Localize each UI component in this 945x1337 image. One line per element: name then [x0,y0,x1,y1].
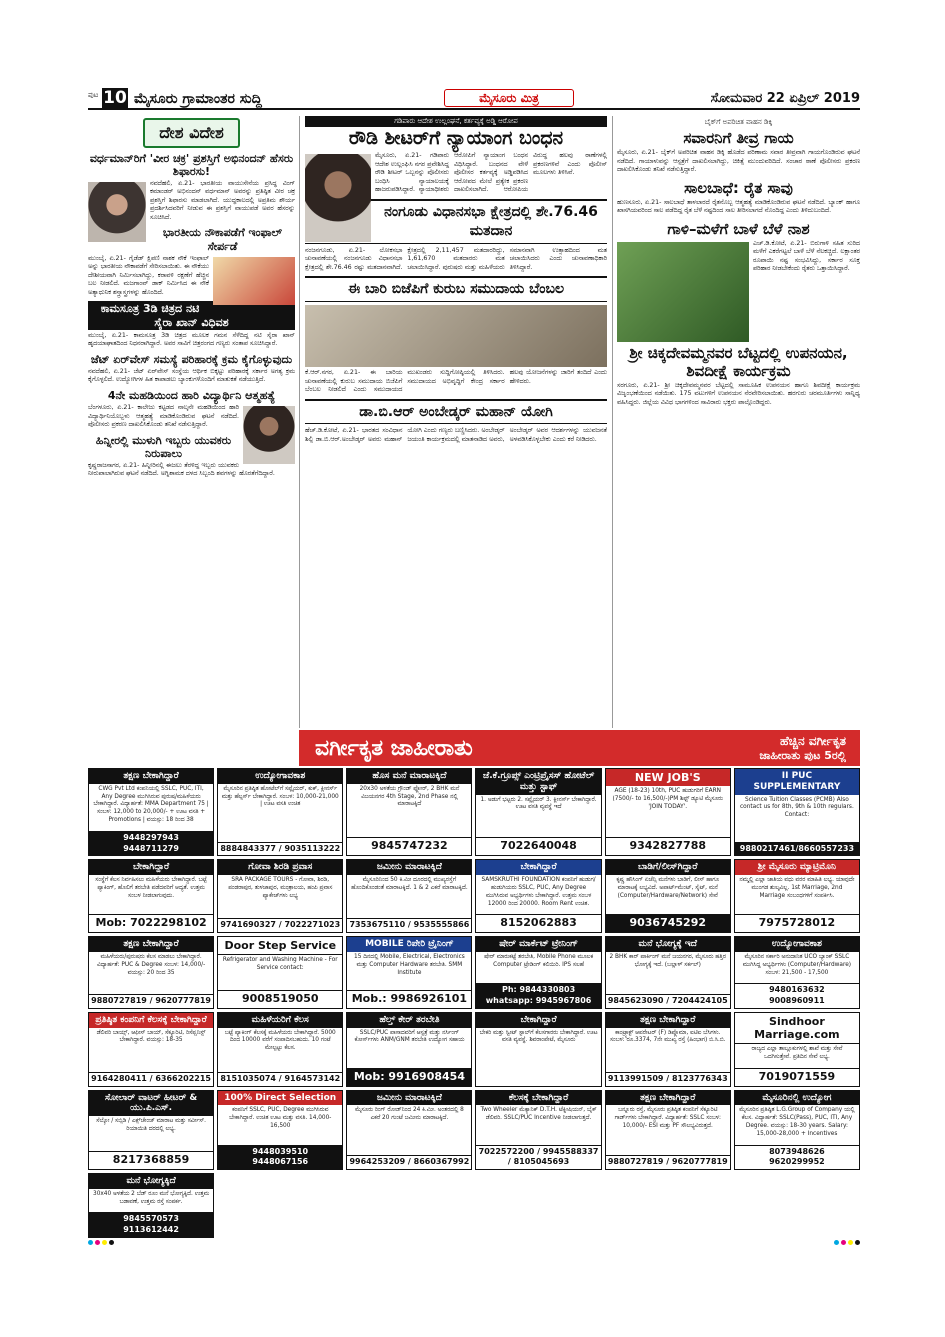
ad-title: ಜಮೀನು ಮಾರಾಟಕ್ಕಿದೆ [347,860,471,875]
classified-ad [88,768,214,856]
classified-ad [217,936,343,1009]
ad-title: ಉದ್ಯೋಗಾವಕಾಶ [218,769,342,784]
press-meet-photo [305,305,607,367]
classifieds-banner [299,730,860,766]
story-body: ಸರಗೂರು, ಏ.21- ಶ್ರೀ ಚಿಕ್ಕದೇವಮ್ಮನವರ ಬೆಟ್ಟದಲ್ಲಿ ಸಾಮೂಹಿಕ ಉಪನಯನ ಹಾಗೂ ಶಿವದೀಕ್ಷೆ ಕಾರ್ಯಕ್ರಮ ವಿಜೃಂಭಣೆಯಿಂದ ನಡೆಯಿತು. 175 ವಟುಗಳಿಗೆ ಉಪನಯನ ನೆರವೇರಿಸಲಾಯಿತು. ಹರಗುರು ಚರಮೂರ್ತಿಗಳು ಸಾನ್ನಿಧ್ಯ ವಹಿಸಿದ್ದರು. ಜಿಲ್ಲೆಯ ವಿವಿಧ ಭಾಗಗಳಿಂದ ಸಾವಿರಾರು ಭಕ್ತರು ಪಾಲ್ಗೊಂಡಿದ್ದರು. [617,381,860,406]
ad-body: ಮೈಸೂರಿನಿಂದ 50 ಕಿ.ಮೀ ದೂರದಲ್ಲಿ ಮುಖ್ಯರಸ್ತೆಗೆ ಹೊಂದಿಕೊಂಡಂತೆ ಮಾರಾಟಕ್ಕಿದೆ. 1 & 2 ಎಕರೆ ಮಾರಾಟಕ್ಕಿದೆ. [351,877,468,891]
classified-ad [88,1012,214,1087]
ad-body: CWG Pvt Ltd ಕಂಪನಿಯಲ್ಲಿ SSLC, PUC, ITI, Any Degree ಮುಗಿಸಿರುವ ಪುರುಷ/ಮಹಿಳೆಯರು ಬೇಕಾಗಿದ್ದಾರೆ. ವಿದ್ಯಾರ್ಹತೆ: MMA Department 75 | ಸಂಬಳ: 12,000 to 20,000/- + ಊಟ ವಸತಿ + Promotions | ವಯಸ್ಸು: 18 ರಿಂದ 38 [93,785,209,824]
ad-body: ಬನ್ನೂರು ರಸ್ತೆ, ಮೈಸೂರು ಪ್ರತಿಷ್ಠಿತ ಕಂಪನಿಗೆ ಸೆಕ್ಯೂರಿಟಿ ಗಾರ್ಡ್‌ಗಳು ಬೇಕಾಗಿದ್ದಾರೆ. ವಿದ್ಯಾರ್ಹತೆ: SSLC ಸಂಬಳ: 10,000/- ESI ಮತ್ತು PF ಸೌಲಭ್ಯವಿರುತ್ತದೆ. [614,1107,721,1129]
ad-title: ಮಹಿಳೆಯರಿಗೆ ಕೆಲಸ [218,1013,342,1028]
abhinandan-photo [88,182,146,242]
section-banner [100,118,283,148]
ad-title: ಹೆಲ್ತ್ ಕೇರ್ ತರಬೇತಿ [347,1013,471,1028]
ad-title: Door Step Service [218,937,342,955]
ad-title: ಉದ್ಯೋಗಾವಕಾಶ [735,937,859,952]
cmyk-marks-right [834,1240,860,1245]
ad-title: ತಕ್ಷಣ ಬೇಕಾಗಿದ್ದಾರೆ [89,937,213,952]
paper-name: ಮೈಸೂರು ಗ್ರಾಮಾಂತರ ಸುದ್ದಿ [134,91,262,107]
ad-phone: 9880727819 / 9620777819 [606,1155,730,1169]
classified-ads-grid [88,768,860,1238]
story-headline: ರೌಡಿ ಶೀಟರ್‌ಗೆ ನ್ಯಾಯಾಂಗ ಬಂಧನ [348,127,564,150]
ad-title: ಬೇಕಾಗಿದ್ದಾರೆ [476,860,600,875]
ad-title: ತಕ್ಷಣ ಬೇಕಾಗಿದ್ದಾರೆ [89,769,213,784]
classified-ad [217,859,343,933]
classified-ad [734,859,860,933]
ad-title: ಮನೆ ಭೋಗ್ಯಕ್ಕೆ ಇದೆ [606,937,730,952]
story-body: ಕೃಷ್ಣರಾಜಸಾಗರ, ಏ.21- ಹಿನ್ನೀರಿನಲ್ಲಿ ಈಜಲು ತೆರಳಿದ್ದ ಇಬ್ಬರು ಯುವಕರು ನೀರುಪಾಲಾಗಿರುವ ಘಟನೆ ನಡೆದಿದೆ. ಅಗ್ನಿಶಾಮಕ ದಳದ ಸಿಬ್ಬಂದಿ ಶವಗಳನ್ನು ಹೊರತೆಗೆದಿದ್ದಾರೆ. [88,461,275,478]
classified-ad [605,1012,731,1087]
classified-ad [88,1173,214,1238]
ad-phone: 7353675110 / 9535555866 [347,918,471,932]
ad-title: ಜೆ.ಕೆ.ಗ್ರೂಪ್ಸ್ ಎಂಟ್ರಿಪ್ರೈಸಸ್ ಹೋಟೆಲ್ ಮತ್ತು ಸ್ಟಾಫ್ [476,769,600,795]
ad-phone: Mob: 9916908454 [347,1068,471,1086]
ship-photo [213,257,295,305]
classifieds-subtitle: ಹೆಚ್ಚಿನ ವರ್ಗೀಕೃತ [779,734,846,748]
ad-body: ಸೆಲ್ಕೋ / ಸಬ್ಸಿಡಿ / ಎಕ್ಸ್‌ಚೇಂಜ್ ಮಾರಾಟ ಮತ್ತು ಸರ್ವೀಸ್. ರಿಯಾಯಿತಿ ದರದಲ್ಲಿ ಲಭ್ಯ. [96,1118,206,1132]
ad-body: 15 ದಿನದಲ್ಲಿ Mobile, Electrical, Electronics ಮತ್ತು Computer Hardware ತರಬೇತಿ. SMM Institute [354,953,465,976]
story-body: ಮೈಸೂರು, ಏ.21- ಗಡಿಪಾರು ಆದೇಶ ಉಲ್ಲಂಘಿಸಿ ನಗರ ಪ್ರವೇಶಿಸಿದ್ದ ರೌಡಿ ಶೀಟರ್ ಒಬ್ಬನನ್ನು ಪೊಲೀಸರು ಬಂಧಿಸಿ ನ್ಯಾಯಾಲಯಕ್ಕೆ ಹಾಜರುಪಡಿಸಿದ್ದಾರೆ. ನ್ಯಾಯಾಧೀಶರು ಆರೋಪಿಗೆ ನ್ಯಾಯಾಂಗ ಬಂಧನ ವಿಧಿಸಿದ್ದಾರೆ. ಬಂಧನದ ವೇಳೆ ಪೊಲೀಸರ ಕರ್ತವ್ಯಕ್ಕೆ ಅಡ್ಡಿಪಡಿಸಿದ ಆರೋಪದ ಮೇಲೆ ಪ್ರತ್ಯೇಕ ಪ್ರಕರಣ ದಾಖಲಿಸಲಾಗಿದೆ. ಆರೋಪಿಯ ವಿರುದ್ಧ ಹಲವು ಠಾಣೆಗಳಲ್ಲಿ ಪ್ರಕರಣಗಳಿವೆ ಎಂದು ಪೊಲೀಸ್ ಮೂಲಗಳು ತಿಳಿಸಿವೆ. [375,152,607,194]
story-banana-crop [617,220,860,274]
story-headline: ಈ ಬಾರಿ ಬಿಜೆಪಿಗೆ ಕುರುಬ ಸಮುದಾಯ ಬೆಂಬಲ [305,276,607,302]
ad-title: ತಕ್ಷಣ ಬೇಕಾಗಿದ್ದಾರೆ [606,1091,730,1106]
ad-phone: 7975728012 [735,914,859,932]
ad-phone: Mob.: 9986926101 [347,990,471,1008]
classified-ad [475,936,601,1009]
classified-ad [346,859,472,933]
ad-body: 20x30 ಅಳತೆಯ ಗ್ರೌಂಡ್ ಫ್ಲೋರ್, 2 BHK ಮನೆ ವಿಜಯನಗರ 4th Stage, 2nd Phase ನಲ್ಲಿ ಮಾರಾಟಕ್ಕಿದೆ [359,785,460,808]
ad-title: ಬಾಡಿಗೆ/ಲೀಸ್‌ಗಿದ್ದಾರೆ [606,860,730,875]
ad-title: 100% Direct Selection [218,1091,342,1106]
story-headline: ವರ್ಧಮಾನ್‌ರಿಗೆ 'ವೀರ ಚಕ್ರ' ಪ್ರಶಸ್ತಿಗೆ ಅಭಿನಂದನ್ ಹೆಸರು ಶಿಫಾರಸು! [89,151,294,178]
ad-body: ಕಾಂಟ್ರ್ಯಾಕ್ಟ್ ಆಪರೇಟರ್ (F) ಡಿಪ್ಲೊಮಾ, ಐಟಿಐ ಬೆಸಿಗಳು. ಸಂಬಳ: ರೂ.3374, 7ನೇ ಮುಖ್ಯ ರಸ್ತೆ (ಹಿಂಭಾಗ) ಬಿ.ಸಿ.ಬಿ. [609,1029,726,1044]
ad-phone: 7019071559 [735,1068,859,1086]
ad-phone: 9741690327 / 7022271023 [218,918,342,932]
story-body: ಮೈಸೂರು, ಏ.21- ಬೈಕ್‌ಗೆ ಅಪರಿಚಿತ ವಾಹನ ಡಿಕ್ಕಿ ಹೊಡೆದ ಪರಿಣಾಮ ಸವಾರ ತೀವ್ರವಾಗಿ ಗಾಯಗೊಂಡಿರುವ ಘಟನೆ ನಡೆದಿದೆ. ಗಾಯಾಳುವನ್ನು ಆಸ್ಪತ್ರೆಗೆ ದಾಖಲಿಸಲಾಗಿದ್ದು, ಚಿಕಿತ್ಸೆ ಮುಂದುವರಿದಿದೆ. ಸಂಚಾರ ಠಾಣೆ ಪೊಲೀಸರು ಪ್ರಕರಣ ದಾಖಲಿಸಿಕೊಂಡು ತನಿಖೆ ನಡೆಸುತ್ತಿದ್ದಾರೆ. [617,149,860,174]
ad-phone: 9480163632 9008960911 [735,983,859,1008]
story-body: ನವದೆಹಲಿ, ಏ.21- ಭಾರತೀಯ ವಾಯುಸೇನೆಯ ಪ್ರಸಿದ್ಧ ವಿಂಗ್ ಕಮಾಂಡರ್ ಅಭಿನಂದನ್ ವರ್ಧಮಾನ್ ಅವರನ್ನು ಪ್ರತಿಷ್ಠಿತ ವೀರ ಚಕ್ರ ಪ್ರಶಸ್ತಿಗೆ ಶಿಫಾರಸು ಮಾಡಲಾಗಿದೆ. ಯುದ್ಧಕಾಲದಲ್ಲಿ ಅಪ್ರತಿಮ ಶೌರ್ಯ ಪ್ರದರ್ಶಿಸಿದವರಿಗೆ ನೀಡುವ ಈ ಪ್ರಶಸ್ತಿಗೆ ವಾಯುಪಡೆ ಅವರ ಹೆಸರನ್ನು ಸೂಚಿಸಿದೆ. [150,179,295,221]
story-rowdy-sheeter [305,128,607,194]
ad-body: ಸಂಸ್ಥೆಗೆ ಕೆಲಸ ನಿರ್ವಹಿಸಲು ಮಹಿಳೆಯರು ಬೇಕಾಗಿದ್ದಾರೆ. ಬಟ್ಟೆ ಪ್ಯಾಕಿಂಗ್, ಹೊಲಿಗೆ ತರಬೇತಿ ಪಡೆದವರಿಗೆ ಆದ್ಯತೆ. ಉತ್ತಮ ಸಂಬಳ ನೀಡಲಾಗುವುದು. [95,877,207,899]
classified-ad [88,1090,214,1171]
ad-title: ತಕ್ಷಣ ಬೇಕಾಗಿದ್ದಾರೆ [606,1013,730,1028]
classified-ad [88,859,214,933]
ad-phone: 9448297943 9448711279 [89,831,213,856]
ad-phone: 8152062883 [476,914,600,932]
story-headline: ಶ್ರೀ ಚಿಕ್ಕದೇವಮ್ಮನವರ ಬೆಟ್ಟದಲ್ಲಿ ಉಪನಯನ, ಶಿವದೀಕ್ಷೆ ಕಾರ್ಯಕ್ರಮ [629,343,848,380]
story-body: ಹೆಚ್.ಡಿ.ಕೋಟೆ, ಏ.21- ಭಾರತದ ಸಂವಿಧಾನ ಶಿಲ್ಪಿ ಡಾ.ಬಿ.ಆರ್.ಅಂಬೇಡ್ಕರ್ ಅವರು ಮಹಾನ್ ಯೋಗಿ ಎಂದು ಗಣ್ಯರು ಬಣ್ಣಿಸಿದರು. ಅಂಬೇಡ್ಕರ್ ಜಯಂತಿ ಕಾರ್ಯಕ್ರಮದಲ್ಲಿ ಮಾತನಾಡಿದ ಅವರು, ಅಂಬೇಡ್ಕರ್ ಅವರ ಆದರ್ಶಗಳನ್ನು ಯುವಜನತೆ ಅಳವಡಿಸಿಕೊಳ್ಳಬೇಕು ಎಂದು ಕರೆ ನೀಡಿದರು. [305,427,607,443]
classified-ad [475,859,601,933]
ad-phone: 9036745292 [606,914,730,932]
story-bike-accident [617,129,860,175]
story-headline: ಜೆಟ್ ಏರ್‌ವೇಸ್ ಸಮಸ್ಯೆ ಪರಿಹಾರಕ್ಕೆ ಕ್ರಮ ಕೈಗೊಳ್ಳುವುದು [90,352,293,366]
story-headline: ಭಾರತೀಯ ನೌಕಾಪಡೆಗೆ ಇಂಫಾಲ್ ಸೇರ್ಪಡೆ [162,226,283,253]
ad-phone: 9113991509 / 8123776343 [606,1072,730,1086]
ad-body: SSLC/PUC ಪಾಸಾದವರಿಗೆ ಆಸ್ಪತ್ರೆ ಮತ್ತು ನರ್ಸಿಂಗ್ ಕೋರ್ಸ್‌ಗಳು ANM/GNM ತರಬೇತಿ ಉದ್ಯೋಗ ಸಹಾಯ [354,1029,465,1044]
story-headline: ಸಾಲಬಾಧೆ: ರೈತ ಸಾವು [684,178,793,197]
story-headline: ಡಾ.ಬಿ.ಆರ್ ಅಂಬೇಡ್ಕರ್ ಮಹಾನ್ ಯೋಗಿ [305,399,607,425]
story-ambedkar [305,399,607,445]
ad-body: ಷೇರ್ ಮಾರುಕಟ್ಟೆ ತರಬೇತಿ, Mobile Phone ಮೂಲಕ Computer ಟ್ರೇಡಿಂಗ್ ಕಲಿಯಿರಿ. IPS ಸಲಹೆ [484,953,594,968]
story-kuruba [305,276,607,394]
classified-ad [217,1012,343,1087]
ad-body: ಬಟ್ಟೆ ಪ್ಯಾಕಿಂಗ್ ಕೆಲಸಕ್ಕೆ ಮಹಿಳೆಯರು ಬೇಕಾಗಿದ್ದಾರೆ. 5000 ದಿಂದ 10000 ವರೆಗೆ ಸಂಪಾದಿಸಬಹುದು. 10 ಗಂಟೆ ಮೇಲ್ಪಟ್ಟು ಕೆಲಸ. [224,1029,336,1052]
classified-ad [346,1090,472,1171]
ad-phone: 9845570573 9113612442 [89,1212,213,1237]
ad-body: ರಾಜ್ಯದ ಎಲ್ಲಾ ತಾಲ್ಲೂಕುಗಳಲ್ಲಿ ಶಾಖೆ ಮತ್ತು ಸೇವೆ ಒದಗಿಸುತ್ತೇವೆ. ಪ್ರತಿದಿನ ಸೇವೆ ಲಭ್ಯ. [751,1046,843,1061]
masthead-logo: ಮೈಸೂರು ಮಿತ್ರ [444,89,574,107]
student-photo [243,406,295,464]
ad-body: AGE (18-23) 10th, PUC ಹುಡುಗರಿಗೆ EARN (7500/- to 16,500/-)PM ಶಿಫ್ಟ್ ಡ್ಯೂಟಿ ಮೈಸೂರು 'JOIN TODAY'. [612,788,723,810]
ad-body: ಮೈಸೂರಿನ ಪ್ರತಿಷ್ಠಿತ L.G.Group of Company ಯಲ್ಲಿ ಕೆಲಸ. ವಿದ್ಯಾರ್ಹತೆ: SSLC(Pass), PUC, ITI, Any Degree. ವಯಸ್ಸು: 18-30 years. Salary: 15,000-28,000 + Incentives [739,1107,855,1137]
classified-ad [734,1012,860,1087]
cmyk-marks-left [88,1240,114,1245]
classified-ad [217,1090,343,1171]
ad-phone: 9845747232 [347,837,471,855]
ad-body: 2 BHK ಕಾರ್ ಪಾರ್ಕಿಂಗ್ ಮನೆ ಜಯನಗರ, ಮೈಸೂರು ಹತ್ತಿರ ಭೋಗ್ಯಕ್ಕೆ ಇದೆ. (ಬಲ್ಲಾಳ್ ಸರ್ಕಲ್) [609,953,726,968]
story-abhinandan [88,152,295,223]
page-number: 10 [103,88,127,108]
classified-ad [475,1090,601,1171]
ad-phone: Ph: 9844330803 whatsapp: 9945967806 [476,983,600,1008]
classified-ad [734,1090,860,1171]
ad-body: SAMSKRUTHI FOUNDATION ಕಂಪನಿಗೆ ಹುಡುಗ/ಹುಡುಗಿಯರು SSLC, PUC, Any Degree ಮುಗಿಸಿರುವ ಅಭ್ಯರ್ಥಿಗಳು ಬೇಕಾಗಿದ್ದಾರೆ. ಉತ್ತಮ ಸಂಬಳ 12000 ರಿಂದ 20000. Room Rent ಉಚಿತ. [481,877,596,907]
section-title: ದೇಶ ವಿದೇಶ [143,118,240,148]
story-saira-khan [88,301,295,348]
story-body: ಹುಣಸೂರು, ಏ.21- ಸಾಲಬಾಧೆ ತಾಳಲಾರದೆ ರೈತನೊಬ್ಬ ಆತ್ಮಹತ್ಯೆ ಮಾಡಿಕೊಂಡಿರುವ ಘಟನೆ ನಡೆದಿದೆ. ಬ್ಯಾಂಕ್ ಹಾಗೂ ಖಾಸಗಿಯವರಿಂದ ಸಾಲ ಪಡೆದಿದ್ದ ರೈತ ಬೆಳೆ ನಷ್ಟದಿಂದ ಸಾಲ ತೀರಿಸಲಾಗದೆ ನೊಂದಿದ್ದ ಎಂದು ತಿಳಿದುಬಂದಿದೆ. [617,198,860,215]
story-headline: ಗಾಳಿ–ಮಳೆಗೆ ಬಾಳೆ ಬೆಳೆ ನಾಶ [667,219,810,238]
ad-phone: 9845623090 / 7204424105 [606,994,730,1008]
ad-title: ಕೆಲಸಕ್ಕೆ ಬೇಕಾಗಿದ್ದಾರೆ [476,1091,600,1106]
page-header [88,88,860,110]
page-label: ಪುಟ [88,91,99,99]
ad-body: ಮೈಸೂರು ರಿಂಗ್ ರೋಡ್‌ನಿಂದ 24 ಕಿ.ಮೀ. ಅಂತರದಲ್ಲಿ 8 ಎಕರೆ 20 ಗುಂಟೆ ಜಮೀನು ಮಾರಾಟಕ್ಕಿದೆ. [354,1107,464,1122]
classified-ad [605,1090,731,1171]
classified-ad [734,768,860,856]
classified-ad [475,768,601,856]
classified-ad [475,1012,601,1087]
story-headline: ಸವಾರನಿಗೆ ತೀವ್ರ ಗಾಯ [683,129,794,148]
ad-title: ಬೇಕಾಗಿದ್ದಾರೆ [89,860,213,875]
print-marks [88,1240,860,1248]
classifieds-page-ref: ಜಾಹೀರಾತು ಪುಟ 5ರಲ್ಲಿ [759,749,846,762]
ad-phone: Mob: 7022298102 [89,914,213,932]
crop-photo [617,242,749,342]
story-body: ಮುಂಬೈ, ಏ.21- ಕಾಮಸೂತ್ರ 3ಡಿ ಚಿತ್ರದ ಮೂಲಕ ಗಮನ ಸೆಳೆದಿದ್ದ ನಟಿ ಸೈರಾ ಖಾನ್ ಹೃದಯಾಘಾತದಿಂದ ನಿಧನರಾಗಿದ್ದಾರೆ. ಅವರ ಸಾವಿಗೆ ಚಿತ್ರರಂಗದ ಗಣ್ಯರು ಸಂತಾಪ ಸೂಚಿಸಿದ್ದಾರೆ. [88,331,295,348]
story-headline: 4ನೇ ಮಹಡಿಯಿಂದ ಹಾರಿ ವಿದ್ಯಾರ್ಥಿನಿ ಆತ್ಮಹತ್ಯೆ [107,388,276,402]
ad-body: 30x40 ಅಳತೆಯ 2 ಬೆಡ್ ರೂಂ ಮನೆ ಭೋಗ್ಯಕ್ಕಿದೆ. ಉತ್ತಮ ಬಡಾವಣೆ, ಉತ್ತಮ ರಸ್ತೆ ಸಂಪರ್ಕ. [93,1190,210,1205]
ad-title: ಮನೆ ಭೋಗ್ಯಕ್ಕಿದೆ [89,1174,213,1189]
classified-ad [217,768,343,856]
story-body: ಎಚ್.ಡಿ.ಕೋಟೆ, ಏ.21- ಬಿರುಗಾಳಿ ಸಹಿತ ಸುರಿದ ಮಳೆಗೆ ಎಕರೆಗಟ್ಟಲೆ ಬಾಳೆ ಬೆಳೆ ನೆಲಕಚ್ಚಿದೆ. ಲಕ್ಷಾಂತರ ರೂಪಾಯಿ ನಷ್ಟ ಸಂಭವಿಸಿದ್ದು, ಸರ್ಕಾರ ಸೂಕ್ತ ಪರಿಹಾರ ನೀಡಬೇಕೆಂದು ರೈತರು ಒತ್ತಾಯಿಸಿದ್ದಾರೆ. [753,239,860,273]
ad-body: ನಮ್ಮಲ್ಲಿ ಎಲ್ಲಾ ಜಾತಿಯ ವಧು ವರರ ಮಾಹಿತಿ ಲಭ್ಯ. ಯಾವುದೇ ಮುಂಗಡ ಶುಲ್ಕವಿಲ್ಲ. 1st Marriage, 2nd Marriage ಸಂಬಂಧಗಳಿಗೆ ಸಂಪರ್ಕಿಸಿ. [739,877,855,899]
story-body: ನವದೆಹಲಿ, ಏ.21- ಜೆಟ್ ಏರ್‌ವೇಸ್ ಸಂಸ್ಥೆಯ ಆರ್ಥಿಕ ಬಿಕ್ಕಟ್ಟು ಪರಿಹಾರಕ್ಕೆ ಸರ್ಕಾರ ಅಗತ್ಯ ಕ್ರಮ ಕೈಗೊಳ್ಳಲಿದೆ. ಉದ್ಯೋಗಿಗಳ ಹಿತ ಕಾಪಾಡಲು ಬ್ಯಾಂಕುಗಳೊಂದಿಗೆ ಮಾತುಕತೆ ನಡೆಯುತ್ತಿದೆ. [88,367,295,384]
classified-ad [346,768,472,856]
ad-body: ಮೈಸೂರಿನ ಪ್ರತಿಷ್ಠಿತ ಹೋಟೆಲ್‌ಗೆ ಸಪ್ಲೈಯರ್, ಕುಕ್, ಕ್ಲೀನರ್ಸ್ ಮತ್ತು ಹೆಲ್ಪರ್ಸ್ ಬೇಕಾಗಿದ್ದಾರೆ. ಸಂಬಳ: 10,000-21,000 | ಊಟ ವಸತಿ ಉಚಿತ [221,785,339,808]
ad-title: ಜಮೀನು ಮಾರಾಟಕ್ಕಿದೆ [347,1091,471,1106]
ad-phone: 7022572200 / 9945588337 / 8105045693 [476,1145,600,1170]
ad-body: ಕಂಪನಿಗೆ SSLC, PUC, Degree ಮುಗಿಸಿರುವ ಬೇಕಾಗಿದ್ದಾರೆ. ಉಚಿತ ಊಟ ಮತ್ತು ವಸತಿ. 14,000-16,500 [229,1107,332,1129]
ad-body: ಮೈಸೂರಿನ ಸರ್ಕಾರಿ ಅನುದಾನಿತ UCO ಬ್ಯಾಂಕ್ SSLC ಮುಗಿಸಿದ್ದ ಅಭ್ಯರ್ಥಿಗಳು (Computer/Hardware) ಸಂಬಳ: 21,500 - 17,500 [742,953,852,976]
story-ribbon: ಗಡಿಪಾರು ಆದೇಶ ಉಲ್ಲಂಘನೆ, ಕರ್ತವ್ಯಕ್ಕೆ ಅಡ್ಡಿ ಆರೋಪ [305,116,607,127]
classified-ad [346,1012,472,1087]
ad-body: Science Tuition Classes (PCMB) Also contact us for 8th, 9th & 10th regulars. Contact: [740,796,854,819]
ad-phone: 8217368859 [89,1151,213,1169]
ad-title: ಪ್ರತಿಷ್ಠಿತ ಕಂಪನಿಗೆ ಕೆಲಸಕ್ಕೆ ಬೇಕಾಗಿದ್ದಾರೆ [89,1013,213,1028]
ad-phone: 9448039510 9448067156 [218,1145,342,1170]
ad-phone: 9964253209 / 8660367992 [347,1155,471,1169]
ad-phone: 9342827788 [606,837,730,855]
left-column [88,116,295,728]
classified-ad [605,859,731,933]
ad-title: ಹೊಸ ಮನೆ ಮಾರಾಟಕ್ಕಿದೆ [347,769,471,784]
story-headline: ನಂಗೂಡು ವಿಧಾನಸಭಾ ಕ್ಷೇತ್ರದಲ್ಲಿ ಶೇ.76.46 ಮತದಾನ [305,199,607,244]
ad-title: ಬೇಕಾಗಿದ್ದಾರೆ [476,1013,600,1028]
story-body: ಮುಂಬೈ, ಏ.21- ಗೈಡೆಡ್ ಕ್ಷಿಪಣಿ ನಾಶಕ ನೌಕೆ ಇಂಫಾಲ್ ಅನ್ನು ಭಾರತೀಯ ನೌಕಾಪಡೆಗೆ ಸೇರಿಸಲಾಯಿತು. ಈ ನೌಕೆಯು ದೇಶೀಯವಾಗಿ ನಿರ್ಮಿಸಲಾಗಿದ್ದು, ಕರಾವಳಿ ರಕ್ಷಣೆಗೆ ಹೆಚ್ಚಿನ ಬಲ ನೀಡಲಿದೆ. ಮಜಗಾಂವ್ ಡಾಕ್ ನಿರ್ಮಿಸಿದ ಈ ನೌಕೆ ಅತ್ಯಾಧುನಿಕ ಶಸ್ತ್ರಾಸ್ತ್ರಗಳನ್ನು ಹೊಂದಿದೆ. [88,254,209,296]
ad-body: 1. ಅಡುಗೆ ಭಟ್ಟರು 2. ಸಪ್ಲೈಯರ್ 3. ಕ್ಲೀನರ್ಸ್ ಬೇಕಾಗಿದ್ದಾರೆ. ಊಟ ವಸತಿ ವ್ಯವಸ್ಥೆ ಇದೆ [480,796,597,811]
ad-title: ಷೇರ್ ಮಾರ್ಕೆಟ್ ಟ್ರೇನಿಂಗ್ [476,937,600,952]
ad-phone: 7022640048 [476,837,600,855]
ad-phone: 9880217461/8660557233 [735,842,859,856]
classifieds-title: ವರ್ಗೀಕೃತ ಜಾಹೀರಾತು [315,736,473,761]
story-kicker: ಬೈಕ್‌ಗೆ ಅಪರಿಚಿತ ವಾಹನ ಡಿಕ್ಕಿ [704,118,773,126]
issue-date: ಸೋಮವಾರ 22 ಏಪ್ರಿಲ್ 2019 [710,91,860,106]
ad-body: ಬೇಕರಿ ಮತ್ತು ಸ್ವೀಟ್ ಸ್ಟಾಲ್‌ಗೆ ಕೆಲಸಗಾರರು ಬೇಕಾಗಿದ್ದಾರೆ. ಊಟ ವಸತಿ ವ್ಯವಸ್ಥೆ. ಶಿವರಾಂಪೇಟೆ, ಮೈಸೂರು [479,1029,598,1044]
ad-title: ಶ್ರೀ ಮೈಸೂರು ಮ್ಯಾಟ್ರಿಮೊನಿ [735,860,859,875]
story-jet-airways [88,353,295,385]
ad-phone: 8884843377 / 9035113222 [218,842,342,856]
right-column [617,116,860,728]
story-student [88,389,295,430]
ad-title: II PUC SUPPLEMENTARY [735,769,859,795]
ad-title: ಗೋವಾ ಶಿರಡಿ ಪ್ರವಾಸ [218,860,342,875]
ad-body: ಮಹಿಳೆಯರು/ಪುರುಷರು ಕೆಲಸ ಮಾಡಲು ಬೇಕಾಗಿದ್ದಾರೆ. ವಿದ್ಯಾರ್ಹತೆ: PUC & Degree ಸಂಬಳ: 14,000/- ವಯಸ್ಸು: 20 ರಿಂದ 35 [96,953,206,976]
ad-body: Two Wheeler ಮೆಕ್ಯಾನಿಕ್ D.T.H. ಟೆಕ್ನೀಷಿಯನ್, ಬೈಕ್ ಡೆಲಿವರಿ. SSLC/PUC Incentive ನೀಡಲಾಗುತ್ತದೆ. [480,1107,597,1122]
story-headline: ಹಿನ್ನೀರಲ್ಲಿ ಮುಳುಗಿ ಇಬ್ಬರು ಯುವಕರು ನಿರುಪಾಲು [95,433,232,460]
classified-ad [346,936,472,1009]
classified-ad [88,936,214,1009]
ad-body: Refrigerator and Washing Machine - For Service contact: [222,957,338,972]
story-farmer [617,179,860,216]
accused-photo [305,154,371,242]
ad-phone: 8151035074 / 9164573142 [218,1072,342,1086]
ad-title: Sindhoor Marriage.com [735,1013,859,1044]
ad-title: NEW JOB'S [606,769,730,786]
ad-title: MOBILE ರಿಪೇರಿ ಟ್ರೈನಿಂಗ್ [347,937,471,952]
ad-phone: 9008519050 [218,990,342,1008]
ad-body: SRA PACKAGE TOURS - ಗೋವಾ, ಶಿರಡಿ, ಪಂಡರಾಪುರ, ತುಳಜಾಪುರ, ಮಂತ್ರಾಲಯ, ಹಂಪಿ ಪ್ರವಾಸ ಪ್ಯಾಕೇಜ್‌ಗಳು ಲಭ್ಯ [228,877,333,899]
ad-body: ಡೆಲಿವರಿ ಬಾಯ್ಸ್, ಆಫೀಸ್ ಬಾಯ್, ಸೆಕ್ಯೂರಿಟಿ, ರಿಸೆಪ್ಷನಿಸ್ಟ್ ಬೇಕಾಗಿದ್ದಾರೆ. ವಯಸ್ಸು: 18-35 [96,1029,206,1044]
story-body: ಬೆಂಗಳೂರು, ಏ.21- ಕಾಲೇಜು ಕಟ್ಟಡದ ನಾಲ್ಕನೇ ಮಹಡಿಯಿಂದ ಹಾರಿ ವಿದ್ಯಾರ್ಥಿನಿಯೊಬ್ಬಳು ಆತ್ಮಹತ್ಯೆ ಮಾಡಿಕೊಂಡಿರುವ ಘಟನೆ ನಡೆದಿದೆ. ಪೊಲೀಸರು ಪ್ರಕರಣ ದಾಖಲಿಸಿಕೊಂಡು ತನಿಖೆ ನಡೆಸುತ್ತಿದ್ದಾರೆ. [88,404,239,429]
ad-body: ಕೃಷ್ಣ ಹೌಸಿಂಗ್ ಏಜೆನ್ಸಿ ಮನೆಗಳು ಬಾಡಿಗೆ, ಲೀಸ್ ಹಾಗೂ ಮಾರಾಟಕ್ಕೆ ಲಭ್ಯವಿದೆ. ಅಪಾರ್ಟ್‌ಮೆಂಟ್, ಸೈಟ್, ಮನೆ (Computer/Hardware/Network) ಸೇವೆ [616,877,720,899]
story-body: ನಂಜನಗೂಡು, ಏ.21- ಲೋಕಸಭಾ ಚುನಾವಣೆಯಲ್ಲಿ ನಂಜನಗೂಡು ವಿಧಾನಸಭಾ ಕ್ಷೇತ್ರದಲ್ಲಿ ಶೇ.76.46 ರಷ್ಟು ಮತದಾನವಾಗಿದೆ. ಕ್ಷೇತ್ರದಲ್ಲಿ 2,11,457 ಮತದಾರರಿದ್ದು, 1,61,670 ಮತದಾರರು ಮತ ಚಲಾಯಿಸಿದ್ದಾರೆ. ಪುರುಷರು ಮತ್ತು ಮಹಿಳೆಯರು ಸಮಾನವಾಗಿ ಉತ್ಸಾಹದಿಂದ ಮತ ಚಲಾಯಿಸಿದರು ಎಂದು ಚುನಾವಣಾಧಿಕಾರಿ ತಿಳಿಸಿದ್ದಾರೆ. [305,246,607,271]
ad-phone: 9880727819 / 9620777819 [89,994,213,1008]
ad-title: ಮೈಸೂರಿನಲ್ಲಿ ಉದ್ಯೋಗ [735,1091,859,1106]
story-body: ಕೆ.ಆರ್.ನಗರ, ಏ.21- ಈ ಬಾರಿಯ ಚುನಾವಣೆಯಲ್ಲಿ ಕುರುಬ ಸಮುದಾಯ ಬಿಜೆಪಿಗೆ ಬೆಂಬಲ ನೀಡಲಿದೆ ಎಂದು ಸಮುದಾಯದ ಮುಖಂಡರು ಸುದ್ದಿಗೋಷ್ಠಿಯಲ್ಲಿ ತಿಳಿಸಿದರು. ಸಮುದಾಯದ ಅಭಿವೃದ್ಧಿಗೆ ಕೇಂದ್ರ ಸರ್ಕಾರ ಹಲವು ಯೋಜನೆಗಳನ್ನು ಜಾರಿಗೆ ತಂದಿದೆ ಎಂದು ಹೇಳಿದರು. [305,369,607,393]
story-headline: ಕಾಮಸೂತ್ರ 3ಡಿ ಚಿತ್ರದ ನಟಿ ಸೈರಾ ಖಾನ್ ವಿಧಿವಶ [88,301,295,329]
ad-phone: 8073948626 9620299952 [735,1145,859,1170]
classified-ad [734,936,860,1009]
classified-ad [605,768,731,856]
classified-ad [605,936,731,1009]
ad-phone: 9164280411 / 6366202215 [89,1072,213,1086]
ad-title: ಸೋಲಾರ್ ವಾಟರ್ ಹೀಟರ್ & ಯು.ಪಿ.ಎಸ್. [89,1091,213,1117]
middle-column [299,116,613,728]
